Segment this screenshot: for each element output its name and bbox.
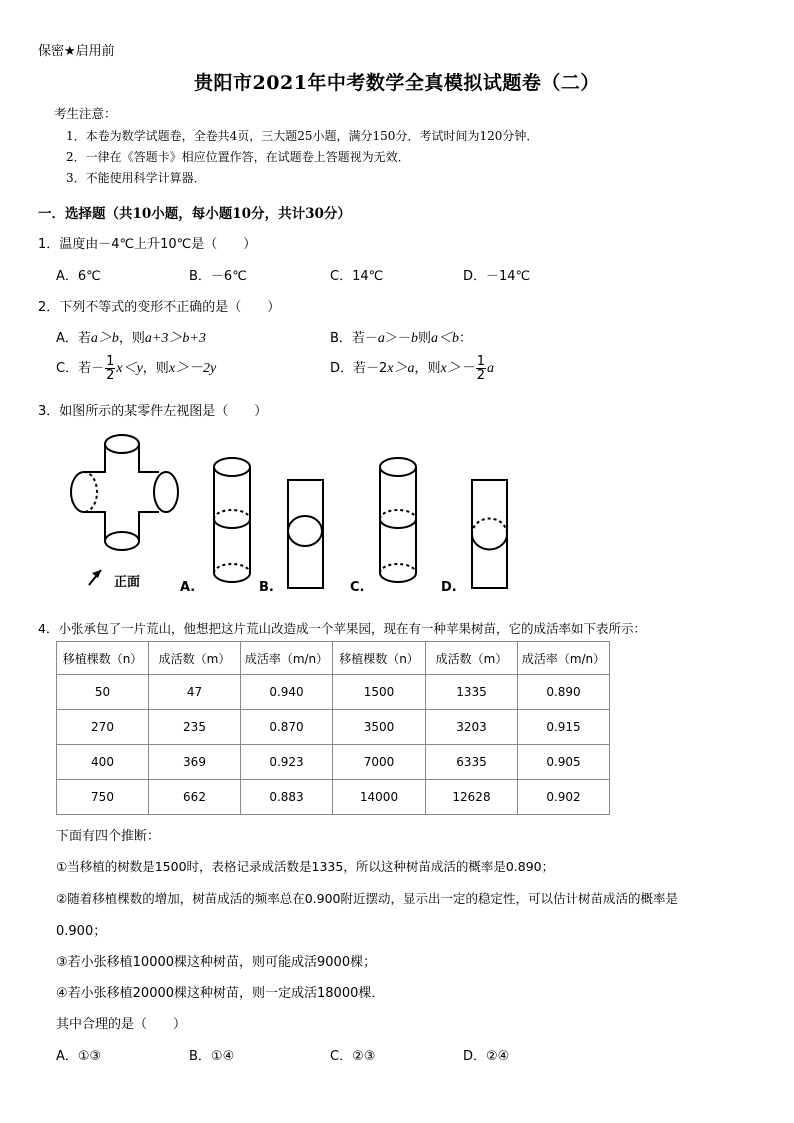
q2-c-math: x＜y [116,361,143,376]
q3-stem: 3．如图所示的某零件左视图是（ ） [38,404,268,419]
table-header-cell: 成活率（m/n） [241,642,333,675]
q2-b-math2: b [410,331,418,346]
table-row [57,745,610,780]
q2-stem: 2．下列不等式的变形不正确的是（ ） [38,300,281,315]
q2-d-math: x＞a [387,361,415,376]
q2-d-math3: a [487,361,495,376]
table-cell: 0.870 [241,710,333,745]
q1-stem: 1．温度由－4℃上升10℃是（ ） [38,237,257,252]
option-a-label: A. [180,580,196,595]
table-row [57,710,610,745]
q2-c-math2: x＞－2y [168,361,217,376]
table-header-cell: 成活数（m） [149,642,241,675]
section-heading: 一．选择题（共10小题，每小题10分，共计30分） [38,206,351,222]
q4-statement-4: ④若小张移植20000棵这种树苗，则一定成活18000棵． [56,986,385,1001]
table-cell: 0.905 [518,745,610,780]
table-cell: 369 [149,745,241,780]
table-cell: 50 [57,675,149,710]
q2-a-mid: ，则 [118,331,145,346]
table-cell: 0.923 [241,745,333,780]
q2-option-d [330,355,494,382]
q2-b-math: a [377,331,385,346]
q4-option-c: C．②③ [330,1049,376,1064]
q2-c-mid: ，则 [142,361,169,376]
option-a-drawing [214,458,250,582]
q2-b-prefix: B．若－ [330,331,378,346]
q4-option-d: D．②④ [463,1049,510,1064]
cross-part-drawing [71,435,178,550]
table-cell: 7000 [333,745,426,780]
table-cell: 750 [57,780,149,815]
q4-statement-2: ②随着移植棵数的增加，树苗成活的频率总在0.900附近摆动，显示出一定的稳定性，可以估计树苗成活的概率是 [56,891,678,906]
table-row [57,675,610,710]
table-cell: 3500 [333,710,426,745]
q2-option-b [330,327,472,347]
option-c-drawing [380,458,416,582]
q4-stem: 4．小张承包了一片荒山，他想把这片荒山改造成一个苹果园，现在有一种苹果树苗，它的成活率如下表所示： [38,621,646,636]
confidential-label: 保密★启用前 [38,44,115,59]
notice-item-3: 3．不能使用科学计算器． [66,171,206,185]
q1-option-d: D．－14℃ [463,269,531,284]
table-header-cell: 成活数（m） [426,642,518,675]
table-cell: 235 [149,710,241,745]
q4-statement-1: ①当移植的树数是1500时，表格记录成活数是1335，所以这种树苗成活的概率是0.890； [56,859,555,874]
table-cell: 3203 [426,710,518,745]
notice-item-2: 2．一律在《答题卡》相应位置作答，在试题卷上答题视为无效． [66,150,410,164]
q4-lead: 下面有四个推断： [56,829,161,844]
table-cell: 0.883 [241,780,333,815]
q2-a-prefix: A．若 [56,331,91,346]
q2-b-mid: ＞－ [384,331,411,346]
q4-statement-3: ③若小张移植10000棵这种树苗，则可能成活9000棵； [56,955,377,970]
table-header-cell: 移植棵数（n） [333,642,426,675]
table-cell: 14000 [333,780,426,815]
table-cell: 0.902 [518,780,610,815]
q2-b-math3: a＜b [430,331,459,346]
q2-a-math: a＞b [90,331,119,346]
table-cell: 6335 [426,745,518,780]
q2-option-a [56,327,206,347]
option-b-label: B. [259,580,274,595]
q2-d-math2: x＞－ [440,361,475,376]
q2-d-mid: ，则 [414,361,441,376]
q2-c-fraction: $\frac{1}{2}$ [106,354,115,383]
table-cell: 1335 [426,675,518,710]
q2-option-c [56,355,216,382]
table-header-cell: 成活率（m/n） [518,642,610,675]
survival-rate-table [56,641,610,815]
table-cell: 0.940 [241,675,333,710]
table-cell: 662 [149,780,241,815]
table-cell: 12628 [426,780,518,815]
q2-d-fraction: $\frac{1}{2}$ [476,354,486,383]
q2-b-mid2: 则 [417,331,431,346]
option-d-label: D. [441,580,457,595]
option-b-drawing [288,480,323,588]
q4-statement-2-cont: 0.900； [56,924,107,939]
q2-c-prefix: C．若－ [56,361,105,376]
q2-a-math2: a+3＞b+3 [144,331,206,346]
table-header-cell: 移植棵数（n） [57,642,149,675]
q1-option-b: B．－6℃ [189,269,247,284]
table-cell: 1500 [333,675,426,710]
front-label: 正面 [114,575,141,590]
option-c-label: C. [350,580,365,595]
q4-ask: 其中合理的是（ ） [56,1017,187,1032]
table-header-row [57,642,610,675]
q4-option-b: B．①④ [189,1049,235,1064]
table-cell: 0.890 [518,675,610,710]
table-row [57,780,610,815]
q1-option-c: C．14℃ [330,269,384,284]
notice-heading: 考生注意： [54,106,117,121]
table-cell: 270 [57,710,149,745]
q3-figure [0,425,794,600]
notice-item-1: 1．本卷为数学试题卷，全卷共4页，三大题25小题，满分150分．考试时间为120分钟． [66,129,539,143]
page-title: 贵阳市2021年中考数学全真模拟试题卷（二） [194,72,600,94]
table-cell: 47 [149,675,241,710]
table-cell: 400 [57,745,149,780]
q4-option-a: A．①③ [56,1049,102,1064]
q2-b-end: ： [458,331,472,346]
option-d-drawing [472,480,507,588]
q1-option-a: A．6℃ [56,269,101,284]
table-cell: 0.915 [518,710,610,745]
q2-d-prefix: D．若－2 [330,361,388,376]
